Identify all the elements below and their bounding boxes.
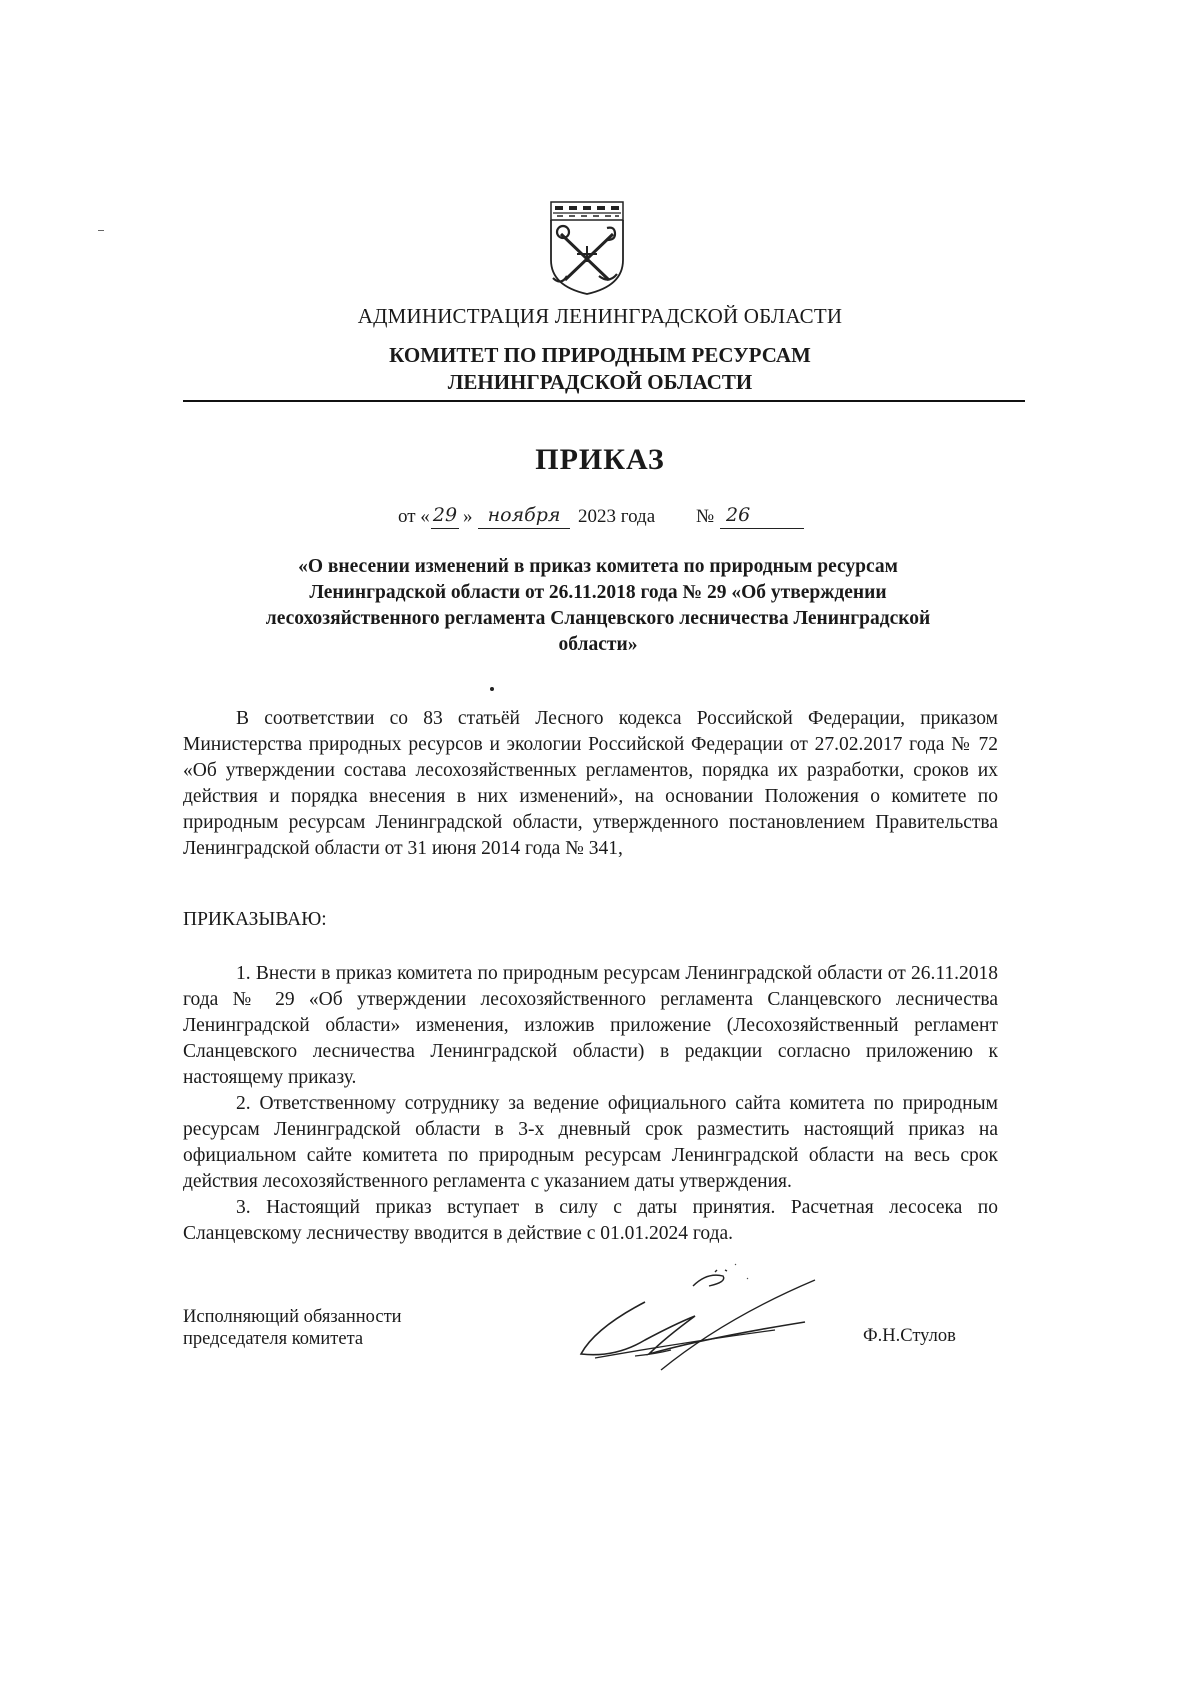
document-type: ПРИКАЗ bbox=[535, 443, 665, 476]
number-label: № bbox=[696, 506, 715, 527]
scan-speck bbox=[98, 230, 104, 231]
order-item-1: 1. Внести в приказ комитета по природным ресурсам Ленинградской области от 26.11.2018 года № 29 «Об утверждении лесохозяйственного регламента Сланцевского лесничества Ленинградской области» изменения, изложив приложение (Лесохозяйственный регламент Сланцевского лесничества Ленинградской области) в редакции согласно приложению к настоящему приказу. bbox=[183, 963, 998, 1088]
order-item-3: 3. Настоящий приказ вступает в силу с даты принятия. Расчетная лесосека по Сланцевскому лесничеству вводится в действие с 01.01.2024 года. bbox=[183, 1197, 998, 1244]
scan-mark bbox=[490, 687, 494, 691]
subject-line-4: области» bbox=[558, 634, 638, 655]
subject-line-3: лесохозяйственного регламента Сланцевского лесничества Ленинградской bbox=[265, 608, 931, 629]
order-word: ПРИКАЗЫВАЮ: bbox=[183, 909, 327, 930]
date-year: 2023 года bbox=[578, 506, 656, 527]
order-items bbox=[183, 961, 998, 1247]
document-number: 26 bbox=[720, 502, 804, 529]
date-and-number-line bbox=[398, 502, 818, 532]
preamble-paragraph: В соответствии со 83 статьёй Лесного кодекса Российской Федерации, приказом Министерства природных ресурсов и экологии Российской Федерации от 27.02.2017 года № 72 «Об утверждении состава лесохозяйственных регламентов, порядка их разработки, сроков их действия и порядка внесения в них изменений», на основании Положения о комитете по природным ресурсам Ленинградской области, утвержденного постановлением Правительства Ленинградской области от 31 июня 2014 года № 341, bbox=[183, 708, 998, 859]
committee-name-line-2: ЛЕНИНГРАДСКОЙ ОБЛАСТИ bbox=[447, 370, 753, 394]
coat-of-arms-icon bbox=[547, 198, 627, 296]
subject-line-1: «О внесении изменений в приказ комитета по природным ресурсам bbox=[298, 556, 898, 577]
handwritten-signature bbox=[575, 1258, 825, 1373]
document-subject bbox=[198, 554, 998, 658]
committee-name bbox=[180, 342, 1020, 396]
administration-name: АДМИНИСТРАЦИЯ ЛЕНИНГРАДСКОЙ ОБЛАСТИ bbox=[357, 304, 843, 328]
signer-position-line-1: Исполняющий обязанности bbox=[183, 1307, 402, 1327]
signer-position-line-2: председателя комитета bbox=[183, 1329, 364, 1349]
header-divider bbox=[183, 400, 1025, 402]
committee-name-line-1: КОМИТЕТ ПО ПРИРОДНЫМ РЕСУРСАМ bbox=[389, 343, 811, 367]
date-mid: » bbox=[463, 506, 473, 527]
signer-name: Ф.Н.Стулов bbox=[863, 1326, 956, 1346]
date-day: 29 bbox=[431, 502, 459, 529]
date-prefix: от « bbox=[398, 506, 430, 527]
order-item-2: 2. Ответственному сотруднику за ведение официального сайта комитета по природным ресурсам Ленинградской области в 3-х дневный срок разместить настоящий приказ на официальном сайте комитета по природным ресурсам Ленинградской области на весь срок действия лесохозяйственного регламента с указанием даты утверждения. bbox=[183, 1093, 998, 1192]
subject-line-2: Ленинградской области от 26.11.2018 года № 29 «Об утверждении bbox=[309, 582, 887, 603]
signer-position bbox=[183, 1306, 402, 1350]
date-month: ноября bbox=[478, 502, 570, 529]
